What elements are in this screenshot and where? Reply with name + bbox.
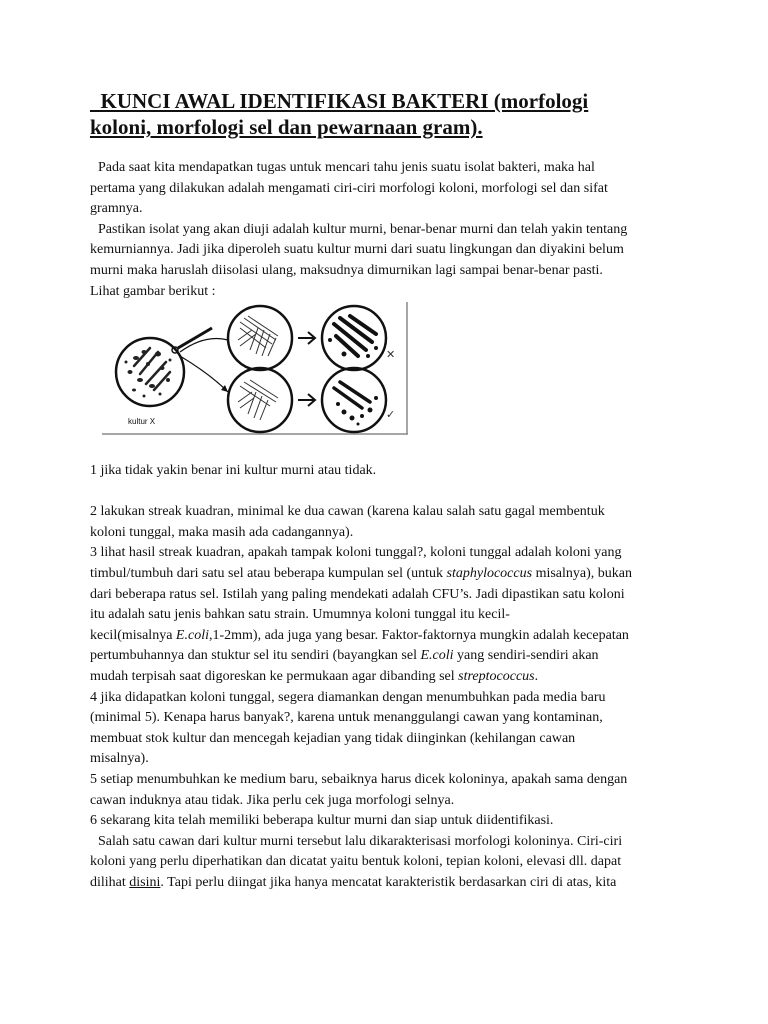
species-name: staphylococcus <box>446 565 533 581</box>
streak-plate-figure <box>100 300 410 440</box>
step-1: 1 jika tidak yakin benar ini kultur murni atau tidak. <box>90 463 377 478</box>
species-name: E.coli <box>420 648 454 664</box>
paragraph-line-3: dilihat disini. Tapi perlu diingat jika hanya mencatat karakteristik berdasarkan ciri di atas, kita <box>90 874 617 890</box>
step-2-line-2: koloni tunggal, maka masih ada cadangannya). <box>90 524 354 540</box>
intro-line-1: Pada saat kita mendapatkan tugas untuk mencari tahu jenis suatu isolat bakteri, maka hal <box>98 160 595 175</box>
intro-line-3: gramnya. <box>90 201 143 217</box>
steps-section <box>90 461 690 893</box>
step-4-line-1: 4 jika didapatkan koloni tunggal, segera diamankan dengan menumbuhkan pada media baru <box>90 689 606 705</box>
intro-line-2: pertama yang dilakukan adalah mengamati ciri-ciri morfologi koloni, morfologi sel dan sifat <box>90 180 608 196</box>
title-line-2: koloni, morfologi sel dan pewarnaan gram). <box>90 115 483 139</box>
step-5-line-1: 5 setiap menumbuhkan ke medium baru, sebaiknya harus dicek koloninya, apakah sama dengan <box>90 771 628 787</box>
title-line-1: KUNCI AWAL IDENTIFIKASI BAKTERI (morfologi <box>100 89 589 113</box>
arrow-top-icon <box>298 332 315 344</box>
step-4-line-4: misalnya). <box>90 751 149 767</box>
inoculating-loop-icon <box>172 328 212 353</box>
paragraph-line-2: koloni yang perlu diperhatikan dan dicatat yaitu bentuk koloni, tepian koloni, elevasi dll. dapat <box>90 854 622 870</box>
page-title <box>90 88 690 140</box>
plate-label: kultur X <box>128 417 156 426</box>
arrow-bottom-icon <box>298 394 315 406</box>
result-plate-pure <box>322 368 395 432</box>
step-3-line-2: timbul/tumbuh dari satu sel atau beberapa kumpulan sel (untuk staphylococcus misalnya), bukan <box>90 565 632 581</box>
step-4-line-3: membuat stok kultur dan mencegah kejadian yang tidak diinginkan (kehilangan cawan <box>90 730 576 746</box>
step-4-line-2: (minimal 5). Kenapa harus banyak?, karena untuk menanggulangi cawan yang kontaminan, <box>90 710 603 726</box>
step-6: 6 sekarang kita telah memiliki beberapa kultur murni dan siap untuk diidentifikasi. <box>90 813 554 829</box>
cross-mark-icon: ✕ <box>386 348 396 361</box>
step-3-line-1: 3 lihat hasil streak kuadran, apakah tampak koloni tunggal?, koloni tunggal adalah koloni yang <box>90 545 622 561</box>
paragraph-line-1: Salah satu cawan dari kultur murni tersebut lalu dikarakterisasi morfologi koloninya. Ciri-ciri <box>98 833 623 849</box>
result-plate-mixed <box>322 306 395 370</box>
mixed-culture-plate <box>116 338 184 426</box>
check-mark-icon: ✓ <box>386 408 396 421</box>
disini-link[interactable]: disini <box>129 874 161 890</box>
step-3-line-5: kecil(misalnya E.coli,1-2mm), ada juga yang besar. Faktor-faktornya mungkin adalah kecepatan <box>90 627 629 643</box>
intro-paragraphs <box>90 158 690 302</box>
intro-line-4: Pastikan isolat yang akan diuji adalah kultur murni, benar-benar murni dan telah yakin tentang <box>98 221 628 237</box>
step-3-line-3: dari beberapa ratus sel. Istilah yang paling mendekati adalah CFU’s. Jadi dipastikan satu koloni <box>90 586 625 602</box>
step-3-line-6: pertumbuhannya dan stuktur sel itu sendiri (bayangkan sel E.coli yang sendiri-sendiri akan <box>90 648 599 664</box>
step-5-line-2: cawan induknya atau tidak. Jika perlu cek juga morfologi selnya. <box>90 792 455 808</box>
streak-plate-bottom <box>228 368 292 432</box>
species-name: streptococcus <box>458 668 535 684</box>
intro-line-6: murni maka haruslah diisolasi ulang, maksudnya dimurnikan lagi sampai benar-benar pasti. <box>90 262 603 278</box>
species-name: E.coli <box>175 627 209 643</box>
step-3-line-4: itu adalah satu jenis bahkan satu strain. Umumnya koloni tunggal itu kecil- <box>90 607 510 623</box>
intro-line-7: Lihat gambar berikut : <box>90 283 216 299</box>
intro-line-5: kemurniannya. Jadi jika diperoleh suatu kultur murni dari suatu lingkungan dan diyakini belum <box>90 242 624 258</box>
step-3-line-7: mudah terpisah saat digoreskan ke permukaan agar dibanding sel streptococcus. <box>90 668 539 684</box>
streak-plate-top <box>228 306 292 370</box>
step-2-line-1: 2 lakukan streak kuadran, minimal ke dua cawan (karena kalau salah satu gagal membentuk <box>90 504 605 520</box>
